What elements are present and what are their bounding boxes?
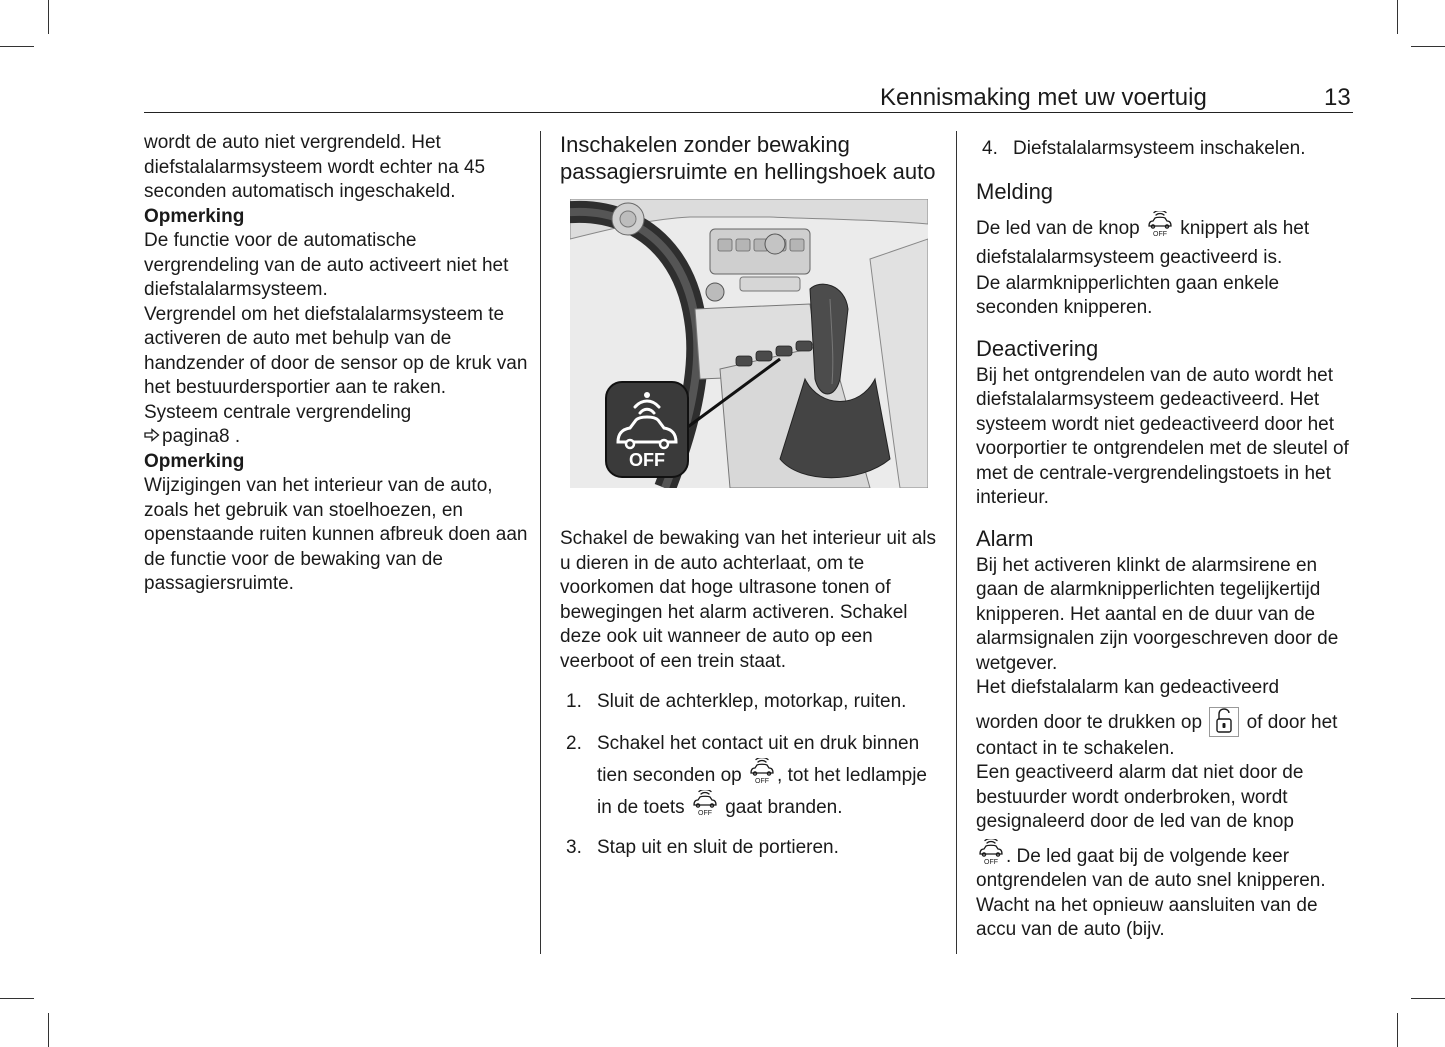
section-heading: Inschakelen zonder bewaking passagiersruimte en hellingshoek auto: [560, 132, 936, 184]
section-heading: Melding: [976, 178, 1054, 204]
svg-text:OFF: OFF: [755, 777, 770, 784]
crop-mark: [1397, 1013, 1398, 1047]
paragraph: Bij het activeren klinkt de alarmsirene en gaan de alarmknipperlichten tegelijkertijd knipperen. Het aantal en de duur van de alarmsignalen zijn voorgeschreven door de wetgever.: [976, 554, 1339, 674]
alarm-off-icon: [747, 758, 777, 784]
dashboard-illustration: [570, 199, 928, 488]
alarm-off-icon: [976, 839, 1006, 865]
step-text: Stap uit en sluit de portieren.: [597, 836, 839, 858]
crop-mark: [0, 998, 34, 999]
header-rule: [144, 112, 1353, 113]
crop-mark: [0, 46, 34, 47]
column-divider: [540, 131, 541, 954]
paragraph: Schakel de bewaking van het interieur uit als u dieren in de auto achterlaat, om te voorkomen dat hoge ultrasone tonen of bewegingen het alarm activeren. Schakel deze ook uit wanneer de auto op een veerboot of een trein staat.: [560, 528, 937, 672]
page-number: 13: [1324, 84, 1351, 111]
step-text: , tot het ledlampje in de toets: [597, 764, 927, 818]
paragraph-text: of door het contact in te schakelen.: [976, 711, 1338, 759]
paragraph: [976, 707, 1361, 762]
paragraph: wordt de auto niet vergrendeld. Het diefstalalarmsysteem wordt echter na 45 seconden automatisch ingeschakeld.: [144, 132, 486, 202]
paragraph: Bij het ontgrendelen van de auto wordt het diefstalalarmsysteem gedeactiveerd. Het systeem wordt niet gedeactiveerd door het voorportier te ontgrendelen met de sleutel of met de centrale-vergrendelingstoets in het interieur.: [976, 364, 1349, 508]
paragraph: Vergrendel om het diefstalalarmsysteem te activeren de auto met behulp van de handzender of door de sensor op de kruk van het bestuurdersportier aan te raken.: [144, 303, 528, 398]
note-label: Opmerking: [144, 450, 245, 472]
interior-illustration: [570, 199, 928, 488]
crop-mark: [1397, 0, 1398, 34]
step-number: 3.: [566, 836, 582, 858]
crop-mark: [1411, 998, 1445, 999]
step-text: Sluit de achterklep, motorkap, ruiten.: [597, 691, 907, 712]
paragraph-text: Een geactiveerd alarm dat niet door de bestuurder wordt onderbroken, wordt gesignaleerd door de led van de knop: [976, 762, 1304, 832]
paragraph: Systeem centrale vergrendeling: [144, 401, 412, 423]
note-text: De functie voor de automatische vergrendeling van de auto activeert niet het diefstalalarmsysteem.: [144, 230, 509, 300]
svg-text:OFF: OFF: [697, 809, 712, 816]
list-item: [560, 729, 945, 822]
svg-text:OFF: OFF: [1153, 230, 1168, 237]
cross-reference[interactable]: [144, 425, 529, 450]
column-left: [144, 131, 529, 597]
alarm-off-icon: [690, 790, 720, 816]
unlock-icon: [1209, 707, 1239, 737]
section-heading: Alarm: [976, 525, 1034, 551]
arrow-right-icon: [144, 428, 160, 442]
paragraph: De alarmknipperlichten gaan enkele seconden knipperen.: [976, 272, 1280, 318]
figure-button-label: OFF: [629, 450, 665, 470]
step-number: 2.: [566, 732, 582, 754]
list-item: [560, 836, 945, 861]
steps-list: [560, 690, 945, 860]
paragraph: [976, 211, 1361, 272]
note-text: Wijzigingen van het interieur van de auto, zoals het gebruik van stoelhoezen, en openstaande ruiten kunnen afbreuk doen aan de functie voor de bewaking van de passagiersruimte.: [144, 475, 528, 594]
list-item: [976, 137, 1361, 162]
alarm-off-icon: [1145, 211, 1175, 237]
paragraph-text: De led van de knop: [976, 217, 1140, 239]
paragraph-text: knippert als het diefstalalarmsysteem geactiveerd is.: [976, 217, 1310, 268]
paragraph: [976, 761, 1361, 943]
cross-reference-text: pagina8 .: [162, 426, 241, 447]
paragraph-text: . De led gaat bij de volgende keer ontgrendelen van de auto snel knipperen. Wacht na het opnieuw aansluiten van de accu van de auto (bijv.: [976, 845, 1326, 940]
step-text: Diefstalalarmsysteem inschakelen.: [1013, 138, 1306, 159]
crop-mark: [1411, 46, 1445, 47]
steps-list: [976, 137, 1361, 162]
note-label: Opmerking: [144, 205, 245, 227]
running-header-title: Kennismaking met uw voertuig: [880, 84, 1207, 111]
crop-mark: [48, 0, 49, 34]
column-middle: [560, 131, 945, 860]
step-text: Schakel het contact uit en druk binnen tien seconden op: [597, 732, 920, 786]
crop-mark: [48, 1013, 49, 1047]
paragraph: Het diefstalalarm kan gedeactiveerd: [976, 677, 1280, 698]
section-heading: Deactivering: [976, 335, 1099, 361]
svg-text:OFF: OFF: [984, 858, 998, 865]
column-right: [976, 131, 1361, 943]
column-divider: [956, 131, 957, 954]
step-text: gaat branden.: [725, 796, 843, 818]
step-number: 4.: [982, 138, 998, 159]
paragraph-text: worden door te drukken op: [976, 711, 1203, 733]
list-item: [560, 690, 945, 715]
step-number: 1.: [566, 691, 582, 712]
